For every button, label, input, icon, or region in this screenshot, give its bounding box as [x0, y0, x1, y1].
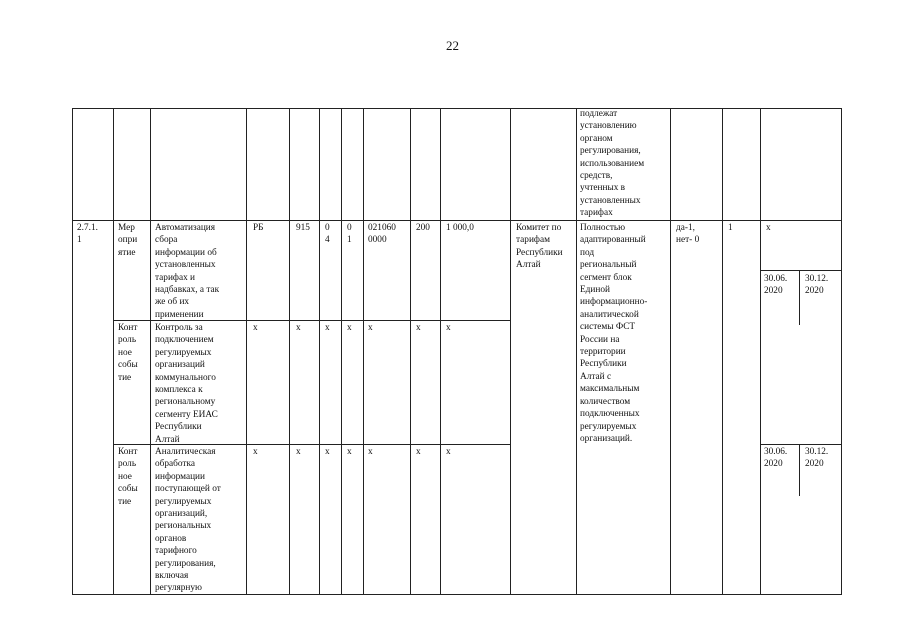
row-type-event: Конт роль ное собы тие — [118, 447, 138, 507]
pr-code: 0 1 — [347, 223, 352, 246]
executor: Комитет по тарифам Республики Алтай — [516, 223, 563, 271]
amount: 1 000,0 — [446, 223, 474, 233]
x-mark: х — [253, 323, 258, 333]
table-row-divider — [113, 320, 511, 321]
result-note-continued: подлежат установлению органом регулирования, использованием средств, учтенных в установленных тарифах — [580, 109, 645, 219]
measure-name: Автоматизация сбора информации об установленных тарифах и надбавках, а так же об их применении — [155, 223, 220, 320]
table-column-divider — [760, 108, 761, 595]
table-column-divider — [799, 444, 800, 496]
target-value: 1 — [728, 223, 733, 233]
grbs-code: 915 — [296, 223, 310, 233]
table-column-divider — [319, 108, 320, 595]
table-column-divider — [341, 108, 342, 595]
table-column-divider — [576, 108, 577, 595]
table-column-divider — [410, 108, 411, 595]
x-mark: х — [325, 447, 330, 457]
table-column-divider — [113, 108, 114, 595]
table-column-divider — [289, 108, 290, 595]
row-number: 2.7.1. 1 — [77, 223, 98, 246]
csr-code: 021060 0000 — [368, 223, 396, 246]
table-row-divider — [760, 270, 842, 271]
event-name: Аналитическая обработка информации поступающей от регулируемых организаций, региональных органов тарифного регулирования, включая регулярную — [155, 447, 221, 593]
x-mark: х — [446, 447, 451, 457]
funding-source: РБ — [253, 223, 264, 233]
x-mark: х — [296, 447, 301, 457]
table-column-divider — [722, 108, 723, 595]
table-row-divider — [72, 220, 842, 221]
table-column-divider — [150, 108, 151, 595]
table-row-divider — [113, 444, 511, 445]
vr-code: 200 — [416, 223, 430, 233]
page-number: 22 — [446, 38, 459, 53]
x-mark: х — [766, 223, 771, 233]
x-mark: х — [368, 323, 373, 333]
expected-result: Полностью адаптированный под региональный сегмент блок Единой информационно- аналитической системы ФСТ России на территории Республики Алтай с максимальным количеством подключенных регулируемых организаций. — [580, 223, 648, 444]
x-mark: х — [325, 323, 330, 333]
x-mark: х — [368, 447, 373, 457]
row-type-measure: Мер опри ятие — [118, 223, 138, 258]
date-end: 30.12. 2020 — [805, 447, 829, 470]
x-mark: х — [446, 323, 451, 333]
x-mark: х — [347, 447, 352, 457]
x-mark: х — [296, 323, 301, 333]
table-column-divider — [799, 270, 800, 325]
date-start: 30.06. 2020 — [764, 447, 788, 470]
table-column-divider — [440, 108, 441, 595]
row-type-event: Конт роль ное собы тие — [118, 323, 138, 383]
rz-code: 0 4 — [325, 223, 330, 246]
x-mark: х — [416, 447, 421, 457]
table-row-divider — [760, 444, 842, 445]
event-name: Контроль за подключением регулируемых организаций коммунального комплекса к региональному сегменту ЕИАС Республики Алтай — [155, 323, 218, 444]
table-border-right — [841, 108, 842, 595]
indicator: да-1, нет- 0 — [676, 223, 700, 246]
table-column-divider — [510, 108, 511, 595]
table-column-divider — [363, 108, 364, 595]
table-column-divider — [670, 108, 671, 595]
x-mark: х — [347, 323, 352, 333]
x-mark: х — [416, 323, 421, 333]
x-mark: х — [253, 447, 258, 457]
table-border-left — [72, 108, 73, 595]
date-start: 30.06. 2020 — [764, 274, 788, 297]
table-border-bottom — [72, 594, 842, 595]
table-border-top — [72, 108, 842, 109]
date-end: 30.12. 2020 — [805, 274, 829, 297]
table-column-divider — [246, 108, 247, 595]
